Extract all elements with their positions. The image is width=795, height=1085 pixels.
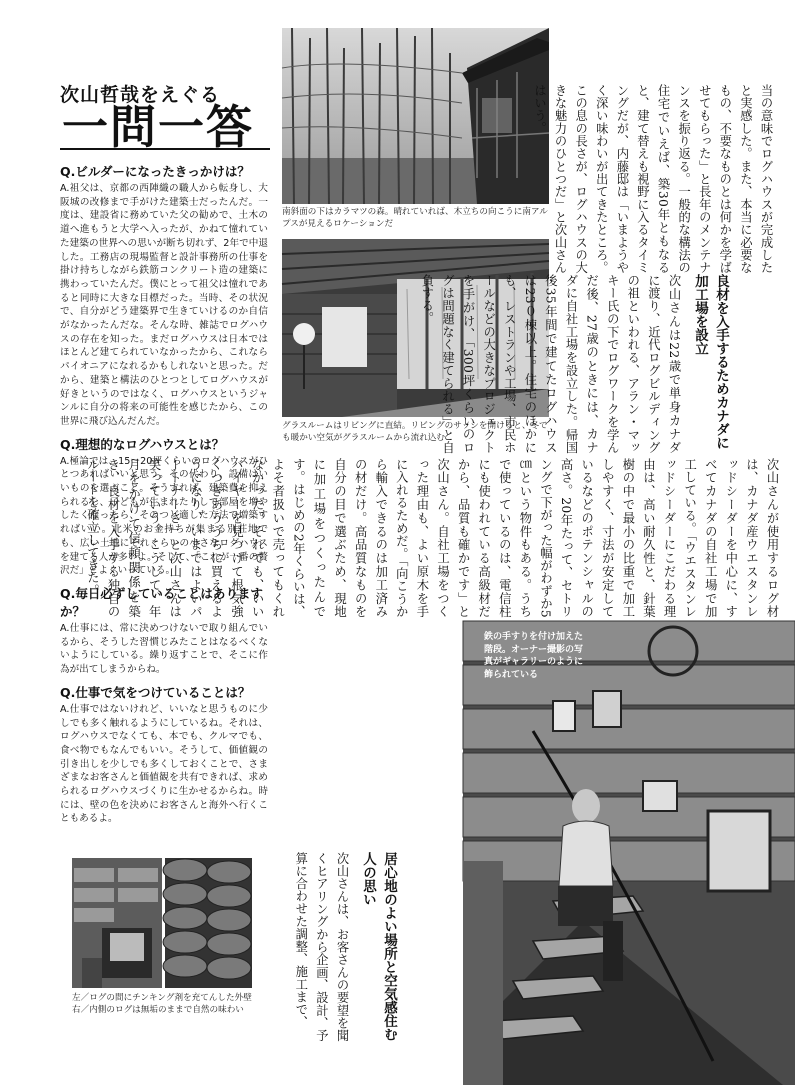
question-2: Q.理想的なログハウスとは？ — [60, 436, 225, 452]
photo-interior-log — [165, 858, 252, 988]
answer-1: A.祖父は、京都の西陣織の職人から転身し、大阪城の改修まで手がけた建築士だったんだ。一度は、建設省に務めていた父の勧めで、土木の道へ進もうと大学へ入ったが、かねて憧れていた建築の世界への思いが断ち切れず、2年で中退した。工務店の現場監督と設計事務所の仕事を掛け持ちしながら鉄筋コンクリート造の建築に携わっていたんだ。僕にとって祖父は憧れであると同時に大きな目標だった。当時、その状況で、自分がどう建築界で生きていけるのか自信がなかったんだな。そんな時、雑誌でログハウスの存在を知った。まだログハウスは日本ではほとんど建てられていなかったから、これならパイオニアになれるかもしれないと思った。だから、建築と構法のひとつとしてログハウスが好きというのではなく、ログハウスというジャンルに自分の将来の可能性を感じたから、この世界に飛び込んだんだ。 — [60, 183, 268, 427]
title-divider — [60, 148, 270, 150]
body-column-right-lower: 次山さんが使用するログ材は、カナダ産ウエスタンレッドシーダーを中心に、すべてカナダの自社工場で加工している。「ウエスタンレッドシーダーにこだわる理由は、高い耐久性と、針葉樹の中で最小の比重で加工しやすく、寸法が安定しているなどのポテンシャルの高さ。20年たって、セトリングで下がった幅がわずか5㎝という物件もある。うちで使っているのは、電信柱にも使われている高級材だから、品質も確かです」と次山さん。自社工場をつくった理由も、よい原木を手に入れるためだ。「向こうから輸入できるのは加工済みの材だけ。高品質なものを自分の目で選ぶため、現地に加工場をつくったんです。はじめの2年くらいは、よそ者扱いで売ってもくれなかった。それでも、いいバイヤーを見つけて根気強くつきあううちに買えるようになり、いまではよいパートナーさ」と次山さんは笑っていう。こうして、年月をかけて信頼関係を築き、良材を入手する独自のルートを確立してきた。 — [85, 458, 779, 618]
body-column-right-mid: 次山さんは22歳で単身カナダに渡り、近代ログビルディングの祖といわれる、アラン・マッキー氏の下でログワークを学んだ後、27歳のときには、カナダに自社工場を設立した。帰国後35年間で建てたログハウスは23０棟以上。住宅のほかにも、レストランや工場、市民ホールなどの大きなプロジェクトを手がけ、「300坪くらいのログは問題なく建てられる」と自負する。 — [419, 274, 681, 454]
caption-glass-room: グラスルームはリビングに直結。リビングのサッシを開けると、冬でも暖かい空気がグラスルームから流れ込む — [282, 421, 548, 443]
article-title: 一問一答 — [62, 100, 254, 154]
photo-exterior-wall — [72, 858, 162, 988]
section-heading-factory: 良材を入手するためカナダに加工場を設立 — [692, 274, 729, 450]
answer-3: A.仕事には、常に決めつけないで取り組んでいるから、そうした習慣じみたことはなるべくないようにしている。繰り返すことで、そこに作為が出てしまうからね。 — [60, 622, 268, 676]
photo-forest-house — [282, 28, 549, 204]
question-1: Q.ビルダーになったきっかけは？ — [60, 164, 250, 179]
caption-wall: 左／ログの間にチンキング剤を充てんした外壁 右／内側のログは無垢のままで自然の味わい — [72, 993, 261, 1015]
body-column-bottom: 次山さんは、お客さんの要望を聞くヒアリングから企画、設計、予算に合わせた調整、施工まで、 — [293, 852, 349, 1042]
caption-forest: 南斜面の下はカラマツの森。晴れていれば、木立ちの向こうに南アルプスが見えるロケーションだ — [282, 207, 548, 229]
question-3: Q.毎日必ずしていることはありますか？ — [60, 585, 263, 619]
section-heading-comfort: 居心地のよい場所と空気感住む人の思い — [360, 852, 397, 1041]
caption-stairs: 鉄の手すりを付け加えた階段。オーナー撮影の写真がギャラリーのように飾られている — [484, 632, 584, 680]
answer-4: A.仕事ではないけれど、いいなと思うものに少しでも多く触れるようにしているね。それは、ログハウスでなくても、本でも、クルマでも、食べ物でもなんでもいい。そうして、価値観の引き出しを少しでも多くしておくことで、さまざまなお客さんと価値観を共有できれば、求められるログハウスづくりに生かせるからね。時には、壁の色を決めにお客さんと海外へ行くこともあるよ。 — [60, 703, 268, 825]
body-column-right-top: 当の意味でログハウスが完成したと実感した。また、本当に必要なもの、不要なものとは何かを学ばせてもらった」と長年のメンテナンスを振り返る。一般的な構法の住宅でいえば、築30年ともなると、建て替えも視野に入るタイミングだが、内藤邸は「いまようやく深い味わいが出てきたところ。この息の長さが、ログハウスの大きな魅力のひとつだ」と次山さんはいう。 — [532, 84, 773, 274]
answer-2: A.極論では、15～20坪くらいのログハウスがひとつあればいいと思う。その代わり、設備はいいものを選ぶこと。そうすれば、建築費を抑えられるし、子どもが生まれたりして部屋を増やしたくなったら、そのつど適した方法で増築すればいい。北米のお金持ちが集まる別荘地でも、広い土地にそれくらいの小さなログハウスを建てる人が多いよ。そして、「これが一番の贅沢だ」とよくいっている。 — [60, 455, 268, 577]
photo-staircase — [463, 621, 795, 1085]
question-4: Q.仕事で気をつけていることは？ — [60, 684, 251, 700]
article-kicker: 次山哲哉をえぐる — [60, 84, 221, 106]
